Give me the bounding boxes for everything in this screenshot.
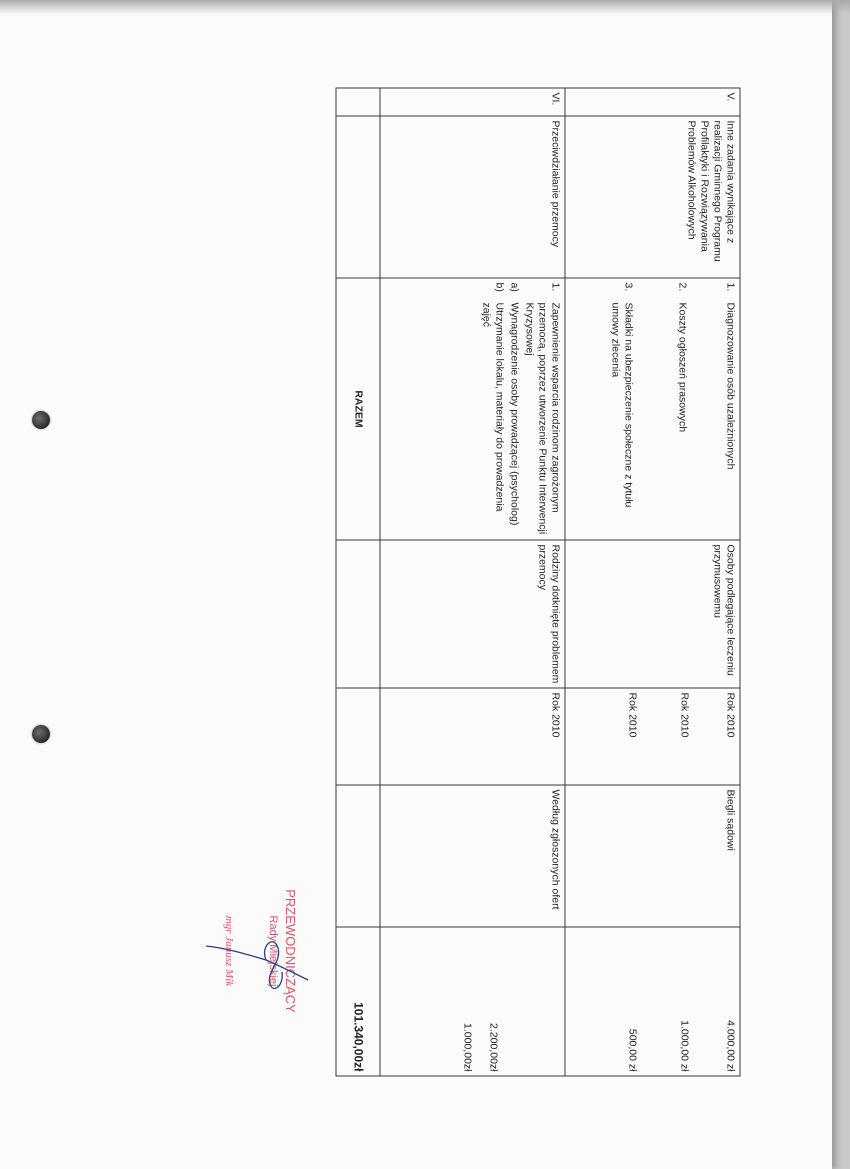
recipients-cell: Osoby podlegające leczeniu przymusowemu: [565, 540, 740, 688]
activities-cell: [380, 278, 565, 540]
total-label: RAZEM: [336, 278, 380, 540]
total-amount: 101.340,00zł: [336, 927, 380, 1076]
amounts-cell: 2.200,00zł 1.000,00zł: [380, 927, 565, 1076]
years-cell: Rok 2010: [380, 688, 565, 785]
executor-cell: Według zgłoszonych ofert: [380, 785, 565, 927]
rotated-table: [351, 87, 740, 1075]
row-number: VI.: [380, 88, 565, 116]
task-name: Przeciwdziałanie przemocy: [380, 116, 565, 278]
executor-cell: Biegli sądowi: [565, 785, 740, 927]
stamp-name: mgr Janusz Mik: [223, 915, 235, 987]
activity-item: 3. Składki na ubezpieczenie społeczne z tytułu umowy zlecenia: [609, 282, 634, 507]
table-row: [380, 88, 565, 1076]
activity-item: 1. Diagnozowanie osób uzależnionych: [724, 282, 736, 469]
budget-table: [335, 87, 740, 1076]
years-cell: Rok 2010 Rok 2010 Rok 2010: [565, 688, 740, 785]
stamp-title: PRZEWODNICZĄCY: [283, 889, 298, 1013]
punch-hole: [32, 411, 50, 429]
table-row: [565, 88, 740, 1076]
punch-hole: [32, 725, 50, 743]
task-name: Inne zadania wynikające z realizacji Gminnego Programu Profilaktyki i Rozwiązywania Problemów Alkoholowych: [565, 116, 740, 278]
total-row: [336, 88, 380, 1076]
activity-subitem: a) Wynagrodzenie osoby prowadzącej (psycholog): [508, 282, 520, 525]
activity-subitem: b) Utrzymanie lokalu, materiały do prowadzenia zajęć: [480, 282, 505, 511]
scan-edge-shadow: [0, 0, 850, 14]
amounts-cell: 4.000,00 zł 1.000,00 zł 500,00 zł: [565, 927, 740, 1076]
chairman-stamp: [196, 876, 316, 1026]
budget-table-wrapper: [351, 87, 740, 1075]
activities-cell: [565, 278, 740, 540]
activity-item: 2. Koszty ogłoszeń prasowych: [676, 282, 688, 432]
row-number: V.: [565, 88, 740, 116]
activity-item: 1. Zapewnienie wsparcia rodzinom zagrożonym przemocą, poprzez utworzenie Punktu Interwencji Kryzysowej: [523, 282, 561, 534]
recipients-cell: Rodziny dotknięte problemem przemocy: [380, 540, 565, 688]
stamp-subtitle: Rady Miejskiej: [267, 915, 279, 987]
